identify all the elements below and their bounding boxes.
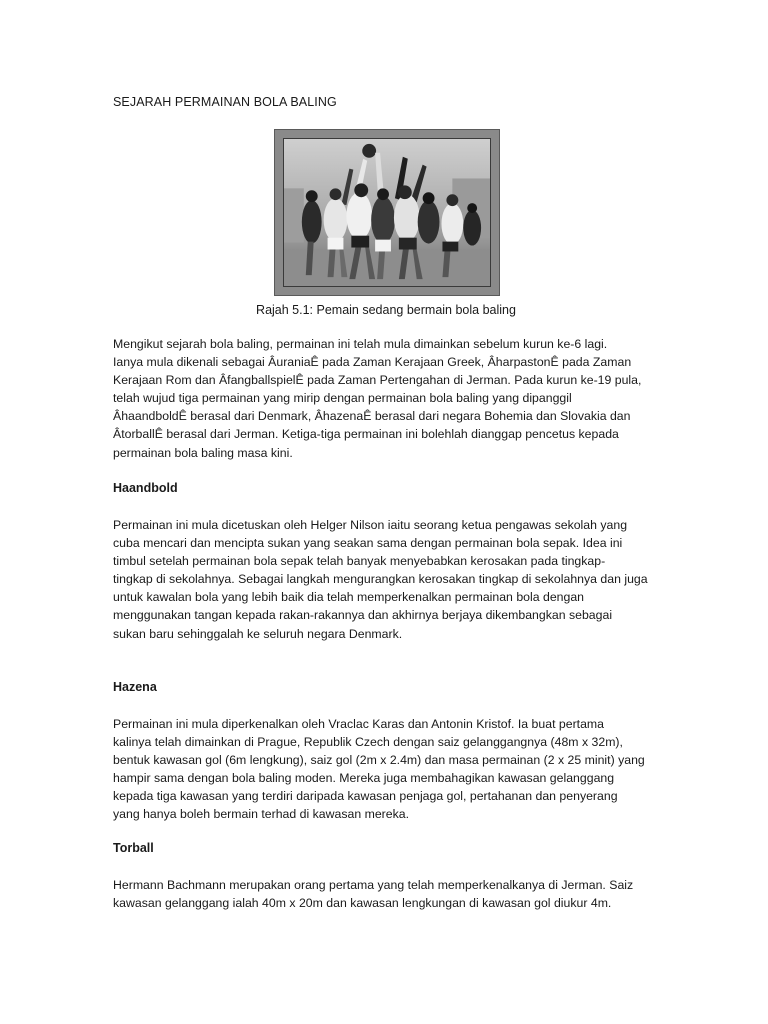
section-heading-haandbold: Haandbold bbox=[113, 481, 178, 495]
handball-players-photo bbox=[283, 138, 491, 287]
paragraph-line: untuk kawalan bola yang lebih baik dia telah memperkenalkan permainan bola dengan bbox=[113, 590, 585, 605]
hazena-paragraph bbox=[113, 715, 658, 824]
paragraph-line: yang hanya boleh bermain terhad di kawasan mereka. bbox=[113, 807, 409, 822]
photo-illustration bbox=[284, 139, 490, 286]
paragraph-line: kalinya telah dimainkan di Prague, Republik Czech dengan saiz gelanggangnya (48m x 32m), bbox=[113, 735, 623, 750]
figure-caption: Rajah 5.1: Pemain sedang bermain bola baling bbox=[256, 303, 516, 317]
paragraph-line: Permainan ini mula dicetuskan oleh Helger Nilson iaitu seorang ketua pengawas sekolah yang bbox=[113, 518, 628, 532]
paragraph-line: Kerajaan Rom dan ÂfangballspielÊ pada Zaman Pertengahan di Jerman. Pada kurun ke-19 pula, bbox=[113, 373, 642, 388]
paragraph-line: Permainan ini mula diperkenalkan oleh Vraclac Karas dan Antonin Kristof. Ia buat pertama bbox=[113, 717, 605, 731]
section-heading-torball: Torball bbox=[113, 841, 154, 855]
paragraph-line: kawasan gelanggang ialah 40m x 20m dan kawasan lengkungan di kawasan gol diukur 4m. bbox=[113, 896, 612, 911]
torball-paragraph bbox=[113, 876, 658, 912]
paragraph-line: kepada tiga kawasan yang terdiri daripada kawasan penjaga gol, pertahanan dan penyerang bbox=[113, 789, 618, 804]
intro-paragraph bbox=[113, 335, 658, 462]
paragraph-line: ÂhaandboldÊ berasal dari Denmark, ÂhazenaÊ berasal dari negara Bohemia dan Slovakia dan bbox=[113, 409, 631, 424]
paragraph-line: tingkap di sekolahnya. Sebagai langkah mengurangkan kerosakan tingkap di sekolahnya dan juga bbox=[113, 572, 648, 587]
paragraph-line: Ianya mula dikenali sebagai ÂuraniaÊ pada Zaman Kerajaan Greek, ÂharpastonÊ pada Zaman bbox=[113, 355, 632, 370]
paragraph-line: ÂtorballÊ berasal dari Jerman. Ketiga-tiga permainan ini bolehlah dianggap pencetus kepada bbox=[113, 427, 619, 442]
paragraph-line: hampir sama dengan bola baling moden. Mereka juga membahagikan kawasan gelanggang bbox=[113, 771, 615, 786]
paragraph-line: bentuk kawasan gol (6m lengkung), saiz gol (2m x 2.4m) dan masa permainan (2 x 25 minit) yang bbox=[113, 753, 645, 768]
paragraph-line: Hermann Bachmann merupakan orang pertama yang telah memperkenalkanya di Jerman. Saiz bbox=[113, 878, 634, 892]
paragraph-line: cuba mencari dan mencipta sukan yang seakan sama dengan permainan bola sepak. Idea ini bbox=[113, 536, 623, 551]
paragraph-line: sukan baru sehinggalah ke seluruh negara Denmark. bbox=[113, 626, 403, 641]
haandbold-paragraph bbox=[113, 516, 658, 643]
paragraph-line: telah wujud tiga permainan yang mirip dengan permainan bola baling yang dipanggil bbox=[113, 391, 572, 406]
section-heading-hazena: Hazena bbox=[113, 680, 157, 694]
paragraph-line: menggunakan tangan kepada rakan-rakannya dan akhirnya berjaya dikembangkan sebagai bbox=[113, 608, 613, 623]
paragraph-line: timbul setelah permainan bola sepak telah banyak menyebabkan kerosakan pada tingkap- bbox=[113, 554, 606, 569]
figure-frame bbox=[274, 129, 500, 296]
document-title: SEJARAH PERMAINAN BOLA BALING bbox=[113, 95, 337, 109]
paragraph-line: Mengikut sejarah bola baling, permainan ini telah mula dimainkan sebelum kurun ke-6 lagi. bbox=[113, 337, 608, 351]
paragraph-line: permainan bola baling masa kini. bbox=[113, 445, 293, 460]
